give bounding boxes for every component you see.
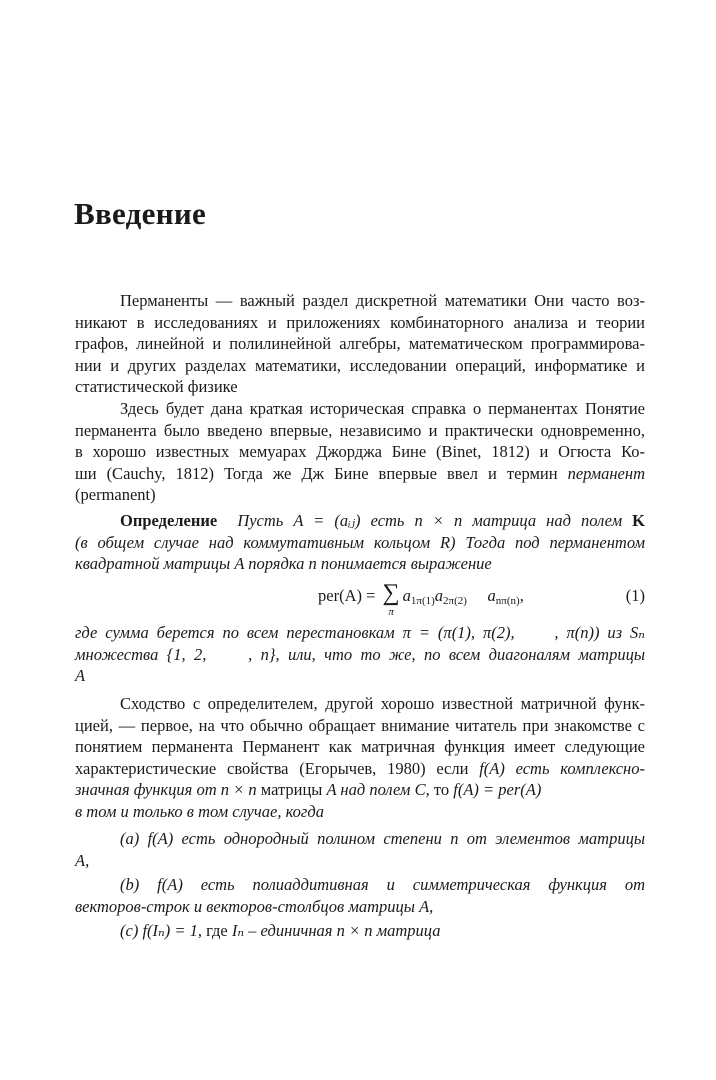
equation-number: (1): [625, 586, 645, 605]
text-line: Перманенты — важный раздел дискретной математики Они часто воз-: [120, 291, 645, 310]
text-segment: (c) f(Iₙ) = 1,: [120, 921, 202, 940]
formula-permanent: [75, 580, 645, 618]
text-segment: где: [201, 921, 232, 940]
property-c: [75, 920, 645, 942]
text-segment: (a) f(A) есть однородный полином степени n от элементов матрицы: [120, 829, 645, 848]
text-line: Здесь будет дана краткая историческая справка о перманентах Понятие: [120, 399, 645, 418]
text-line: [75, 920, 645, 942]
formula-product: [403, 580, 524, 611]
text-line: [75, 553, 645, 575]
definition-continuation: [75, 622, 645, 687]
definition: [75, 510, 645, 575]
text-segment: векторов-строк и векторов-столбцов матрицы A,: [75, 896, 434, 916]
text-line: никают в исследованиях и приложениях комбинаторного анализа и теории: [75, 312, 645, 332]
definition-label: Определение: [120, 511, 218, 530]
text-line: понятием перманента Перманент как матричная функция имеет следующие: [75, 737, 645, 757]
paragraph-properties: [75, 693, 645, 823]
text-line: перманента было введено впервые, независимо и практически одновременно,: [75, 420, 645, 440]
text-line: [75, 801, 645, 823]
text-segment: Iₙ – единичная n × n матрица: [231, 921, 441, 940]
text-segment: ши (Cauchy, 1812) Тогда же Дж Бине впервые ввел и термин: [75, 463, 568, 483]
text-segment: (b) f(A) есть полиаддитивная и симметрическая функция от: [120, 875, 645, 894]
formula-term: a: [402, 586, 411, 605]
formula-subscript: 2π(2): [443, 595, 467, 607]
text-line: статистической физике: [75, 377, 238, 397]
formula-term: a: [487, 586, 496, 605]
text-segment: (в общем случае над коммутативным кольцом R) Тогда под перманентом: [75, 532, 645, 552]
formula-subscript: nπ(n): [495, 595, 520, 607]
text-line: Сходство с определителем, другой хорошо известной матричной функ-: [120, 694, 645, 713]
text-line: цией, — первое, на что обычно обращает внимание читатель при знакомстве с: [75, 715, 645, 735]
text-line: [75, 874, 645, 896]
formula-lhs: per(A) =: [318, 586, 380, 605]
formula-subscript: 1π(1): [410, 595, 435, 607]
paragraph-history: [75, 398, 645, 506]
text-line: [75, 896, 645, 918]
text-segment: квадратной матрицы A порядка n понимается выражение: [75, 554, 492, 574]
property-a: [75, 828, 645, 871]
paragraph-intro: [75, 290, 645, 398]
text-line: [75, 758, 645, 780]
text-line: [75, 510, 645, 532]
text-segment: A над полем C,: [326, 780, 430, 800]
text-segment: Пусть A = (aᵢⱼ) есть n × n матрица над полем: [237, 511, 623, 530]
text-segment: в том и только в том случае, когда: [75, 801, 324, 821]
text-line: нии и других разделах математики, исследовании операций, информатике и: [75, 355, 645, 375]
chapter-title: Введение: [74, 196, 207, 231]
formula-tail: ,: [519, 586, 524, 605]
text-segment: f(A) = per(A): [453, 780, 542, 800]
text-segment: множества {1, 2, , n}, или, что то же, по всем диагоналям матрицы: [75, 644, 645, 664]
text-segment: значная функция от n × n: [75, 780, 257, 800]
text-line: [75, 463, 645, 485]
text-segment: K: [632, 511, 646, 530]
text-line: [75, 532, 645, 554]
sum-index: π: [388, 606, 394, 618]
text-line: [75, 665, 645, 687]
term-permanent: перманент: [567, 463, 645, 483]
text-line: [75, 622, 645, 644]
text-segment: то: [429, 780, 454, 800]
text-line: в хорошо известных мемуарах Джорджа Бине (Binet, 1812) и Огюста Ко-: [75, 442, 645, 462]
text-line: графов, линейной и полилинейной алгебры, математическом программирова-: [75, 334, 645, 354]
text-segment: характеристические свойства (Егорычев, 1980) если: [75, 758, 480, 778]
formula-expression: [318, 580, 524, 618]
sum-operator: [383, 580, 400, 618]
text-segment: матрицы: [256, 780, 327, 800]
property-b: [75, 874, 645, 917]
text-line: [75, 850, 645, 872]
text-line: [75, 779, 645, 801]
formula-term: a: [434, 586, 444, 605]
text-line: (permanent): [75, 485, 156, 505]
text-line: [75, 644, 645, 666]
text-segment: A,: [75, 850, 90, 870]
text-segment: f(A) есть комплексно-: [479, 758, 645, 778]
text-segment: где сумма берется по всем перестановкам π = (π(1), π(2), , π(n)) из Sₙ: [75, 623, 645, 642]
formula-gap: [467, 586, 488, 605]
text-line: [75, 828, 645, 850]
text-segment: A: [75, 666, 86, 686]
sum-symbol: ∑: [382, 580, 400, 606]
